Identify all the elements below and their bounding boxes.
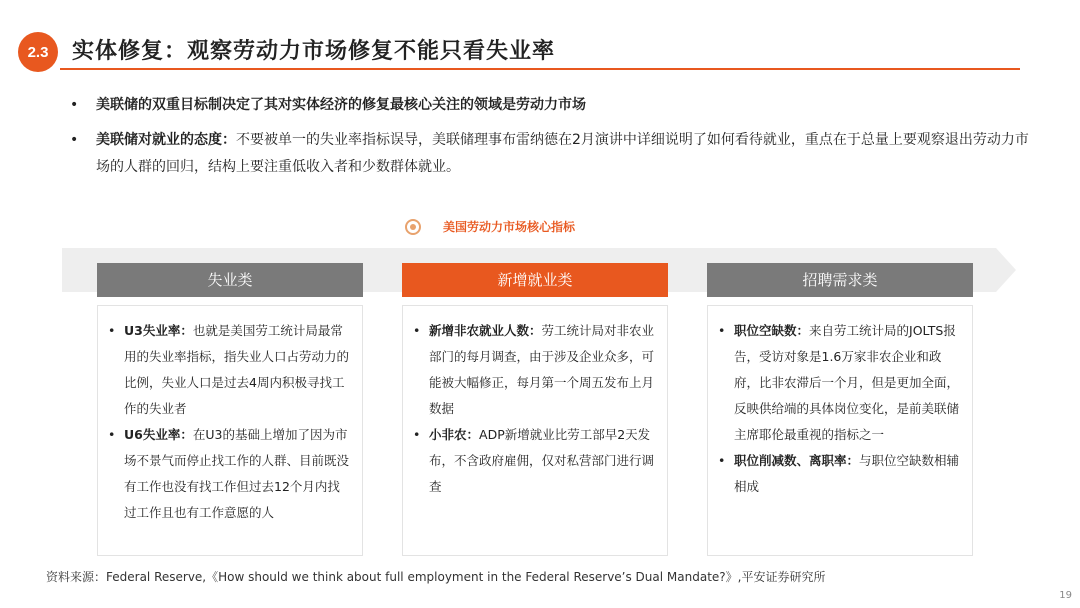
bullet-dot-icon: • xyxy=(718,453,726,468)
bullet-text: 不要被单一的失业率指标误导，美联储理事布雷纳德在2月演讲中详细说明了如何看待就业，重点在于总量上要观察退出劳动力市场的人群的回归，结构上要注重低收入者和少数群体就业。 xyxy=(96,132,1029,175)
item-title: 职位空缺数： xyxy=(734,323,810,338)
column-body xyxy=(97,305,363,556)
source-note: 资料来源：Federal Reserve,《How should we think about full employment in the Federal Reserve’s Dual Mandate?》,平安证券研究所 xyxy=(46,570,826,584)
bullet-item xyxy=(70,92,1030,119)
column-header: 新增就业类 xyxy=(402,263,668,297)
item-text: ADP新增就业比劳工部早2天发布，不含政府雇佣，仅对私营部门进行调查 xyxy=(429,427,655,494)
bullet-dot-icon: • xyxy=(108,323,116,338)
legend-label: 美国劳动力市场核心指标 xyxy=(443,220,576,234)
bullet-dot-icon: • xyxy=(70,97,79,113)
bullet-dot-icon: • xyxy=(70,132,79,148)
item-title: 新增非农就业人数： xyxy=(429,323,542,338)
list-item xyxy=(718,448,962,500)
column-new-jobs xyxy=(402,263,668,556)
target-icon xyxy=(405,219,421,235)
bullet-item xyxy=(70,127,1030,181)
list-item xyxy=(108,318,352,422)
column-header: 失业类 xyxy=(97,263,363,297)
column-body xyxy=(707,305,973,556)
item-text: 来自劳工统计局的JOLTS报告，受访对象是1.6万家非农企业和政府，比非农滞后一个月，但是更加全面，反映供给端的具体岗位变化，是前美联储主席耶伦最重视的指标之一 xyxy=(734,323,960,442)
list-item xyxy=(718,318,962,448)
bullet-bold-text: 美联储的双重目标制决定了其对实体经济的修复最核心关注的领域是劳动力市场 xyxy=(96,97,586,113)
item-title: U3失业率： xyxy=(124,323,193,338)
list-item xyxy=(413,422,657,500)
title-divider xyxy=(60,68,1020,70)
column-body xyxy=(402,305,668,556)
column-hiring-demand xyxy=(707,263,973,556)
page-title: 实体修复：观察劳动力市场修复不能只看失业率 xyxy=(72,39,556,64)
item-text: 劳工统计局对非农业部门的每月调查，由于涉及企业众多，可能被大幅修正，每月第一个周五发布上月数据 xyxy=(429,323,655,416)
intro-bullets xyxy=(70,92,1030,181)
bullet-dot-icon: • xyxy=(413,323,421,338)
column-unemployment xyxy=(97,263,363,556)
column-header: 招聘需求类 xyxy=(707,263,973,297)
bullet-dot-icon: • xyxy=(413,427,421,442)
bullet-bold-text: 美联储对就业的态度： xyxy=(96,132,236,148)
item-text: 在U3的基础上增加了因为市场不景气而停止找工作的人群、目前既没有工作也没有找工作但过去12个月内找过工作且也有工作意愿的人 xyxy=(124,427,350,520)
page-number: 19 xyxy=(1059,590,1072,601)
item-title: U6失业率： xyxy=(124,427,193,442)
bullet-dot-icon: • xyxy=(108,427,116,442)
bullet-dot-icon: • xyxy=(718,323,726,338)
item-title: 职位削减数、离职率： xyxy=(734,453,860,468)
item-text: 与职位空缺数相辅相成 xyxy=(734,453,960,494)
list-item xyxy=(413,318,657,422)
list-item xyxy=(108,422,352,526)
item-title: 小非农： xyxy=(429,427,480,442)
indicator-legend xyxy=(405,218,575,235)
section-badge: 2.3 xyxy=(18,32,58,72)
item-text: 也就是美国劳工统计局最常用的失业率指标，指失业人口占劳动力的比例，失业人口是过去4周内积极寻找工作的失业者 xyxy=(124,323,350,416)
